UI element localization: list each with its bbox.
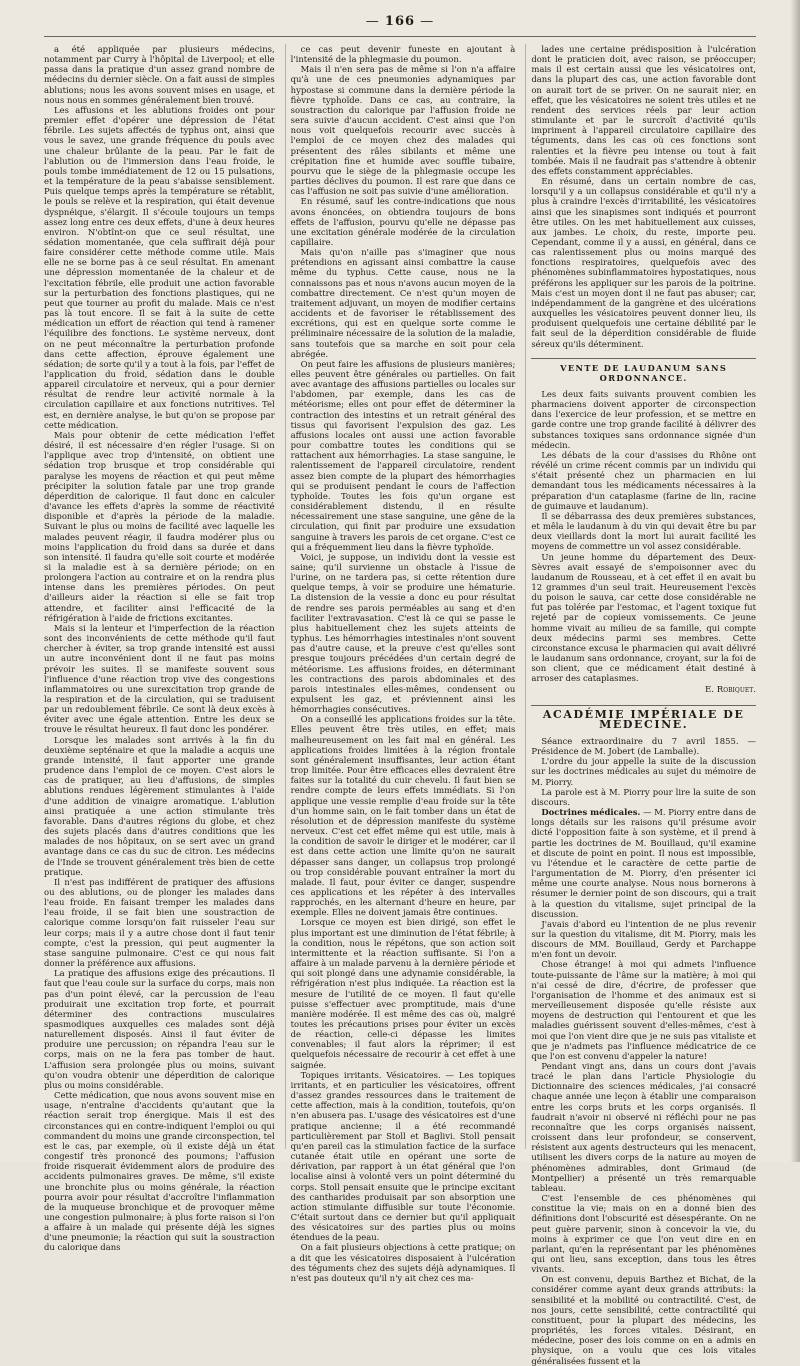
paragraph: Chose étrange! à moi qui admets l'influence toute-puissante de l'âme sur la matière; à moi qui n'ai cessé de dire, d'écrire, de professer que l'organisation de l'homme et des animaux est si merveilleusement disposée qu'elle résiste aux moyens de destruction qui l'entourent et que les maladies guérissent souvent d'elles-mêmes, c'est à moi que l'on vient dire que je ne suis pas vitaliste et que je n'admets pas l'influence médicatrice de ce que l'on est convenu d'appeler la nature!	[531, 959, 756, 1061]
paragraph: J'avais d'abord eu l'intention de ne plus revenir sur la question du vitalisme, dit M. Piorry, mais les discours de MM. Bouillaud, Gerdy et Parchappe m'en font un devoir.	[531, 918, 756, 960]
lead-text: — M. Piorry entre dans de longs détails sur les raisons qu'il présume avoir dicté l'opposition faite à son système, et il prend à partie les doctrines de M. Bouillaud, qu'il examine et discute de point en point. Il nous est impossible, vu l'étendue et le caractère de cette partie de l'argumentation de M. Piorry, d'en présenter ici même une courte analyse. Nous nous bornerons à résumer le dernier point de son discours, qui a trait à la question du vitalisme, sujet principal de la discussion.	[531, 807, 756, 919]
paragraph: Les deux faits suivants prouvent combien les pharmaciens doivent apporter de circonspection dans l'exercice de leur profession, et se mettre en garde contre une trop grande facilité à délivrer des substances toxiques sans ordonnance signée d'un médecin.	[531, 389, 756, 450]
paragraph: Lorsque ce moyen est bien dirigé, son effet le plus important est une diminution de l'état fébrile; à la condition, nous le répétons, que son action soit intermittente et la réaction suffisante. Si l'on a affaire à un malade parvenu à la dernière période et qui soit plongé dans une adynamie considérable, la réfrigération n'est plus indiquée. La réaction est la mesure de l'utilité de ce moyen. Il faut qu'elle puisse s'effectuer avec promptitude, mais d'une manière modérée. Il est même des cas où, malgré toutes les précautions prises pour éviter un excès de réaction, celle-ci dépasse les limites convenables; il faut alors la réprimer; il est quelquefois nécessaire de recourir à cet effet à une saignée.	[290, 917, 516, 1070]
paragraph: On a conseillé les applications froides sur la tête. Elles peuvent être très utiles, en effet; mais malheureusement on les fait mal en général. Les applications froides limitées à la région frontale sont généralement insuffisantes, leur action étant trop limitée. Pour être efficaces elles devraient être faites sur la totalité du cuir chevelu. Il faut bien se rendre compte de leurs effets immédiats. Si l'on applique une vessie remplie d'eau froide sur la tête d'un homme sain, on le fait tomber dans un état de résolution et de dépression manifeste du système nerveux. C'est cet effet même qui est utile, mais à la condition de savoir le diriger et le modérer, car il est dans cette action une limite qu'on ne saurait dépasser sans danger, un collapsus trop prolongé ou trop considérable pouvant entraîner la mort du malade. Il faut, pour éviter ce danger, suspendre ces applications et les répéter à des intervalles rapprochés, en les alternant d'heure en heure, par exemple. Elles ne doivent jamais être continues.	[290, 714, 516, 918]
lead-label: Doctrines médicales.	[541, 807, 641, 818]
paragraph: Les débats de la cour d'assises du Rhône ont révélé un crime récent commis par un individu qui s'était présenté chez un pharmacien en lui demandant tous les médicaments nécessaires à la préparation d'un cataplasme (farine de lin, racine de guimauve et laudanum).	[531, 449, 756, 511]
column-right	[525, 44, 756, 1366]
paragraph: Mais qu'on n'aille pas s'imaginer que nous prétendions en agissant ainsi combattre la cause même du typhus. Cette cause, nous ne la connaissons pas et nous n'avons aucun moyen de la combattre directement. Ce n'est qu'un moyen de traitement adjuvant, un moyen de modifier certains accidents et de favoriser le rétablissement des excrétions, qui est en quelque sorte comme le préliminaire nécessaire de la solution de la maladie, sans toutefois que sa marche en soit pour cela abrégée.	[290, 247, 516, 359]
header-rule	[44, 36, 756, 37]
paragraph: Un jeune homme du département des Deux-Sèvres avait essayé de s'empoisonner avec du laudanum de Rousseau, et à cet effet il en avait bu 12 grammes d'un seul trait. Heureusement l'excès du poison le sauva, car cette dose considérable ne fut pas tolérée par l'estomac, et l'agent toxique fut rejeté par de copieux vomissements. Ce jeune homme vivait au milieu de sa famille, qui compte deux médecins parmi ses membres. Cette circonstance excusa le pharmacien qui avait délivré le laudanum sans ordonnance, croyant, sur la foi de son client, que ce médicament était destiné à arroser des cataplasmes.	[531, 551, 756, 684]
column-left	[44, 44, 275, 1253]
paragraph: Il se débarrassa des deux premières substances, et mêla le laudanum à du vin qui devait être bu par deux vieillards dont la mort lui aurait facilité les moyens de commettre un vol assez considérable.	[531, 510, 756, 552]
column-middle	[285, 44, 516, 1283]
paragraph: C'est l'ensemble de ces phénomènes qui constitue la vie; mais on en a donné bien des définitions dont l'obscurité est désespérante. On ne peut guère parvenir, sinon à concevoir la vie, du moins à exprimer ce que l'on veut dire en en parlant, qu'en la représentant par les phénomènes qui ont lieu, sans exception, dans tous les êtres vivants.	[531, 1193, 756, 1275]
paragraph: Il n'est pas indifférent de pratiquer des affusions ou des ablutions, ou de plonger les malades dans l'eau froide. En faisant tremper les malades dans l'eau froide, il se fait bien une soustraction de calorique comme lorsqu'on fait ruisseler l'eau sur leur corps; mais il y a autre chose dont il faut tenir compte, c'est la pression, qui peut augmenter la stase sanguine pulmonaire. C'est ce qui nous fait donner la préférence aux affusions.	[44, 876, 275, 969]
paragraph: L'ordre du jour appelle la suite de la discussion sur les doctrines médicales au sujet du mémoire de M. Piorry.	[531, 756, 756, 787]
paragraph: Voici, je suppose, un individu dont la vessie est saine; qu'il survienne un obstacle à l'issue de l'urine, on ne tardera pas, si cette rétention dure quelque temps, à voir se produire une hématurie. La distension de la vessie a donc eu pour résultat de rendre ses parois perméables au sang et d'en faciliter l'extravasation. C'est là ce qui se passe le plus habituellement chez les sujets atteints de typhus. Les hémorrhagies intestinales n'ont souvent pas d'autre cause, et la preuve c'est qu'elles sont presque toujours précédées d'un certain degré de météorisme. Les affusions froides, en déterminant les contractions des parois abdominales et des parois intestinales elles-mêmes, condensent ou expulsent les gaz, et préviennent ainsi les hémorrhagies consécutives.	[290, 551, 516, 715]
section-title-academie: ACADÉMIE IMPÉRIALE DE MÉDECINE.	[531, 705, 756, 730]
paragraph: ce cas peut devenir funeste en ajoutant à l'intensité de la phlegmasie du poumon.	[290, 44, 516, 65]
paragraph: On a fait plusieurs objections à cette pratique; on a dit que les vésicatoires disposaient à l'ulcération des téguments chez des sujets déjà adynamiques. Il n'est pas douteux qu'il n'y ait chez ces ma-	[290, 1242, 516, 1283]
paragraph: La parole est à M. Piorry pour lire la suite de son discours.	[531, 786, 756, 807]
paragraph-lead	[531, 807, 756, 919]
paragraph: Mais il n'en sera pas de même si l'on n'a affaire qu'à une de ces pneumonies adynamiques par hypostase si commune dans la dernière période la fièvre typhoïde. Dans ce cas, au contraire, la soustraction du calorique par l'affusion froide ne sera suivie d'aucun accident. C'est ainsi que l'on nous voit quelquefois recourir avec succès à l'emploi de ce moyen chez des malades qui présentent des râles sibilants et même une crépitation fine et humide avec souffle tubaire, pourvu que le siège de la phlegmasie occupe les parties déclives du poumon. Il est rare que dans ce cas l'affusion ne soit pas suivie d'une amélioration.	[290, 64, 516, 197]
paragraph: Les affusions et les ablutions froides ont pour premier effet d'opérer une dépression de l'état fébrile. Les sujets affectés de typhus ont, ainsi que vous le savez, une grande fréquence du pouls avec une chaleur brûlante de la peau. Par le fait de l'ablution ou de l'immersion dans l'eau froide, le pouls tombe immédiatement de 12 ou 15 pulsations, et la température de la peau s'abaisse sensiblement. Puis quelque temps après la température se rétablit, le pouls se relève et la respiration, qui était devenue dyspnéique, s'élargit. Il s'écoule toujours un temps assez long entre ces deux effets, d'une à deux heures environ. N'obtînt-on que ce seul résultat, une sédation momentanée, que cela suffirait déjà pour faire considérer cette méthode comme utile. Mais elle ne se borne pas à ce seul résultat. En amenant une dépression momentanée de la chaleur et de l'excitation fébrile, elle produit une action favorable sur la perturbation des fonctions plastiques, qui ne peut que tourner au profit du malade. Mais ce n'est pas là tout encore. Il se fait à la suite de cette médication un effort de réaction qui tend à ramener l'équilibre des fonctions. Le système nerveux, dont on ne peut méconnaître la perturbation profonde dans cette affection, éprouve également une sédation; de sorte qu'il y a tout à la fois, par l'effet de l'application du froid, sédation dans le double appareil circulatoire et nerveux, qui a pour dernier résultat de rendre leur activité normale à la circulation capillaire et aux fonctions nutritives. Tel est, en dernière analyse, le but qu'on se propose par cette médication.	[44, 104, 275, 430]
paragraph: Pendant vingt ans, dans un cours dont j'avais tracé le plan dans l'article Physiologie du Dictionnaire des sciences médicales, j'ai consacré chaque année une leçon à établir une comparaison entre les corps bruts et les corps organisés. Il faudrait n'avoir ni observé ni réfléchi pour ne pas reconnaître que les corps organisés naissent, croissent dans leur profondeur, se conservent, résistent aux agents destructeurs qui les menacent, utilisent les divers corps de la nature au moyen de phénomènes admirables, dont Grimaud (de Montpellier) a présenté un très remarquable tableau.	[531, 1061, 756, 1193]
paragraph: lades une certaine prédisposition à l'ulcération dont le praticien doit, avec raison, se préoccuper; mais il est certain aussi que les vésicatoires ont, dans la plupart des cas, une action favorable dont on aurait tort de se priver. On ne saurait nier, en effet, que les vésicatoires ne soient très utiles et ne rendent des services réels par leur action stimulante et par le surcroît d'activité qu'ils impriment à l'appareil circulatoire capillaire des téguments, dans les cas où ces fonctions sont ralenties et la fièvre peu intense ou tout à fait tombée. Mais il ne faudrait pas s'attendre à obtenir des effets constamment appréciables.	[531, 44, 756, 176]
session-heading: Séance extraordinaire du 7 avril 1855. — Présidence de M. Jobert (de Lamballe).	[531, 736, 756, 757]
paragraph: On peut faire les affusions de plusieurs manières; elles peuvent être générales ou partielles. On fait avec avantage des affusions partielles ou locales sur l'abdomen, par exemple, dans les cas de météorisme; elles ont pour effet de déterminer la contraction des intestins et un retrait général des tissus qui favorisent l'expulsion des gaz. Les affusions locales ont aussi une action favorable pour combattre toutes les conditions qui se rattachent aux hémorrhagies. La stase sanguine, le ralentissement de l'appareil circulatoire, rendent assez bien compte de la plupart des hémorrhagies qui se produisent pendant le cours de l'affection typhoïde. Toutes les fois qu'un organe est considérablement distendu, il en résulte nécessairement une stase sanguine, une gêne de la circulation, qui finit par produire une exsudation sanguine à travers les parois de cet organe. C'est ce qui a fréquemment lieu dans la fièvre typhoïde.	[290, 358, 516, 552]
paragraph: Lorsque les malades sont arrivés à la fin du deuxième septénaire et que la maladie a acquis une grande intensité, il faut apporter une grande prudence dans l'emploi de ce moyen. C'est alors le cas de pratiquer, au lieu d'affusions, de simples ablutions rendues légèrement stimulantes à l'aide d'une addition de vinaigre aromatique. L'ablution ainsi pratiquée a une action stimulante très favorable. Dans d'autres régions du globe, et chez des sujets placés dans d'autres conditions que les malades de nos hôpitaux, on se sert avec un grand avantage dans ce cas du suc de citron. Les médecins de l'Inde se trouvent généralement très bien de cette pratique.	[44, 734, 275, 877]
paragraph: Mais si la lenteur et l'imperfection de la réaction sont des inconvénients de cette méthode qu'il faut chercher à éviter, sa trop grande intensité est aussi un autre inconvénient dont il ne faut pas moins prévoir les suites. Il se manifeste souvent sous l'influence d'une réaction trop vive des congestions inflammatoires ou une surexcitation trop grande de la respiration et de la circulation, qui se traduisent par un redoublement fébrile. Ce sont là deux excès à éviter avec une égale attention. Entre les deux se trouve le résultat heureux. Il faut donc les pondérer.	[44, 622, 275, 735]
text-columns	[44, 44, 756, 1366]
paragraph: En résumé, dans un certain nombre de cas, lorsqu'il y a un collapsus considérable et qu'il n'y a plus à craindre l'excès d'irritabilité, les vésicatoires ainsi que les sinapismes sont indiqués et pourront être utiles. On les met habituellement aux cuisses, aux jambes. Le choix, du reste, importe peu. Cependant, comme il y a aussi, en général, dans ce cas ralentissement plus ou moins marqué des fonctions respiratoires, quelquefois avec des phénomènes subinflammatoires hypostatiques, nous préférons les appliquer sur les parois de la poitrine. Mais c'est un moyen dont il ne faut pas abuser; car, indépendamment de la gangrène et des ulcérations auxquelles les vésicatoires peuvent donner lieu, ils produisent quelquefois une certaine débilité par le fait seul de la déperdition considérable de fluide séreux qu'ils déterminent.	[531, 176, 756, 349]
section-title-vente: VENTE DE LAUDANUM SANS ORDONNANCE.	[531, 358, 756, 383]
paragraph: Cette médication, que nous avons souvent mise en usage, n'entraîne d'accidents qu'autant que la réaction serait trop énergique. Mais il est des circonstances qui en contre-indiquent l'emploi ou qui commandent du moins une grande circonspection, tel est le cas, par exemple, où il existe déjà un état congestif très prononcé des poumons; l'affusion froide risquerait évidemment alors de produire des accidents pulmonaires graves. De même, s'il existe une bronchite plus ou moins générale, la réaction pourra avoir pour résultat d'accroître l'inflammation de la muqueuse bronchique et de provoquer même une congestion pulmonaire; à plus forte raison si l'on a affaire à un malade qui présente déjà les signes d'une pneumonie; la réaction qui suit la soustraction du calorique dans	[44, 1090, 275, 1253]
paragraph: La pratique des affusions exige des précautions. Il faut que l'eau coule sur la surface du corps, mais non pas d'un point élevé, car la percussion de l'eau produirait une excitation trop forte, et pourrait déterminer des contractions musculaires spasmodiques auxquelles ces malades sont déjà naturellement disposés. Ainsi il faut éviter de produire une percussion; on répandra l'eau sur le corps, mais on ne la fera pas tomber de haut. L'affusion sera prolongée plus ou moins, suivant qu'on voudra obtenir une déperdition de calorique plus ou moins considérable.	[44, 968, 275, 1090]
author-signature: E. Robiquet.	[705, 684, 756, 695]
paragraph: En résumé, sauf les contre-indications que nous avons énoncées, on obtiendra toujours de bons effets de l'affusion, pourvu qu'elle ne dépasse pas une excitation générale modérée de la circulation capillaire.	[290, 196, 516, 247]
page-edge-shadow	[790, 0, 800, 1162]
paragraph: a été appliquée par plusieurs médecins, notamment par Curry à l'hôpital de Liverpool; et elle passa dans la pratique d'un assez grand nombre de médecins du dernier siècle. On a fait aussi de simples ablutions; nous les avons souvent mises en usage, et nous nous en sommes généralement bien trouvé.	[44, 44, 275, 105]
paragraph: On est convenu, depuis Barthez et Bichat, de la considérer comme ayant deux grands attributs: la sensibilité et la mobilité ou contractilité. C'est, de nos jours, cette sensibilité, cette contractilité qui constituent, pour la plupart des médecins, les propriétés, les forces vitales. Désirant, en médecine, poser des lois comme on en a admis en physique, on a voulu que ces lois vitales généralisées fussent et la	[531, 1274, 756, 1366]
paragraph: Topiques irritants. Vésicatoires. — Les topiques irritants, et en particulier les vésicatoires, offrent d'assez grandes ressources dans le traitement de cette affection, mais à la condition, toutefois, qu'on n'en abusera pas. L'usage des vésicatoires est d'une pratique ancienne; il a été recommandé particulièrement par Stoll et Baglivi. Stoll pensait qu'en pareil cas la stimulation factice de la surface cutanée était utile en opérant une sorte de dérivation, par rapport à un état général que l'on localise ainsi à volonté vers un point déterminé du corps. Stoll pensait ensuite que le principe excitant des cantharides produisait par son absorption une action stimulante diffusible sur toute l'économie. C'était surtout dans ce dernier but qu'il appliquait des vésicatoires sur des parties plus ou moins étendues de la peau.	[290, 1069, 516, 1243]
page-number: — 166 —	[0, 14, 800, 29]
paragraph: Mais pour obtenir de cette médication l'effet désiré, il est nécessaire d'en régler l'usage. Si on l'applique avec trop d'intensité, on obtient une sédation trop brusque et trop considérable qui paralyse les moyens de réaction et qui peut même précipiter la solution fatale par une trop grande déperdition de calorique. Il faut donc en calculer d'avance les effets d'après la somme de réactivité disponible et d'après la période de la maladie. Suivant le plus ou moins de facilité avec laquelle les malades peuvent réagir, il faudra modérer plus ou moins l'application du froid dans sa durée et dans son intensité. Il faudra qu'elle soit courte et modérée si la maladie est à sa dernière période; on en prolongera l'action au contraire et on la rendra plus intense dans les premières périodes. On peut d'ailleurs aider la réaction si elle se fait trop attendre, et faciliter ainsi l'efficacité de la réfrigération à l'aide de frictions excitantes.	[44, 429, 275, 623]
